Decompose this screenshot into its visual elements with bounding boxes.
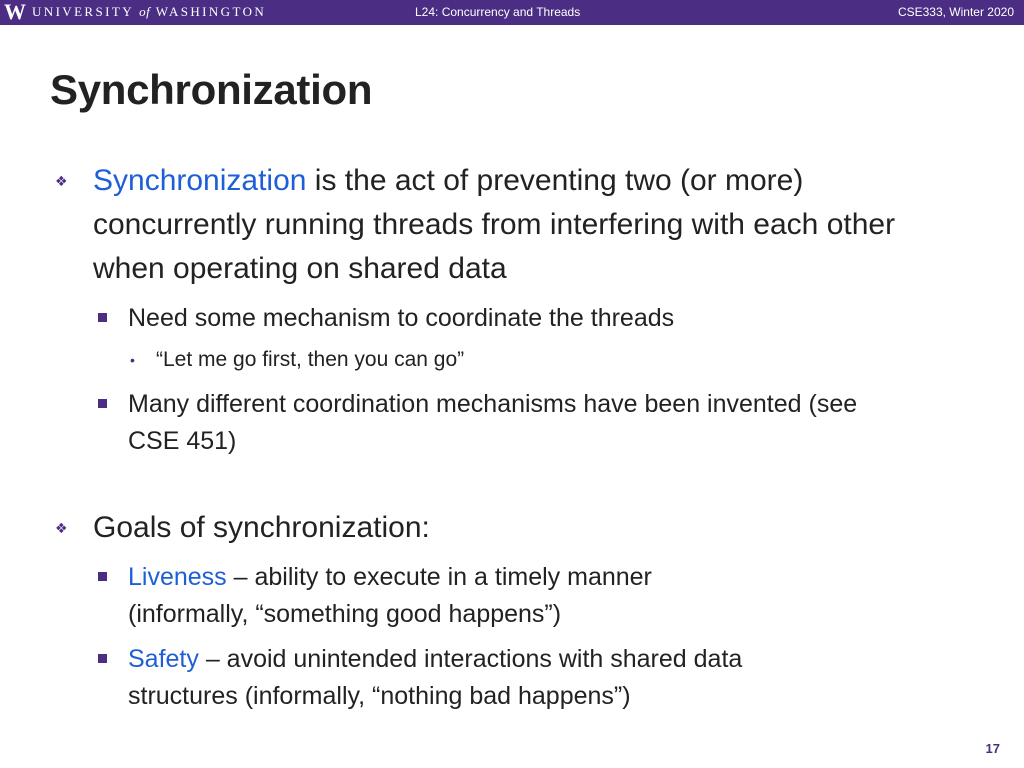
term-liveness: Liveness	[128, 563, 227, 591]
sub-sub-bullet-quote	[130, 345, 910, 375]
sub-bullet-text	[128, 641, 838, 715]
sub-bullet-safety	[98, 641, 838, 715]
term-safety: Safety	[128, 645, 199, 673]
uw-w-logo-icon: W	[4, 0, 26, 24]
sub-bullet-coordinate	[98, 300, 928, 337]
sub-bullet-text: Need some mechanism to coordinate the threads	[128, 304, 675, 332]
bullet-text	[93, 159, 935, 291]
bullet-goals	[55, 506, 935, 550]
sub-sub-bullet-text: “Let me go first, then you can go”	[156, 348, 465, 371]
bullet-text: Goals of synchronization:	[93, 511, 430, 544]
wordmark-of: of	[139, 4, 151, 19]
dot-bullet-icon: •	[130, 352, 135, 368]
sub-bullet-mechanisms	[98, 386, 898, 460]
term-synchronization: Synchronization	[93, 164, 307, 197]
liveness-text: – ability to execute in a timely manner	[226, 563, 652, 591]
slide-title: Synchronization	[50, 66, 373, 113]
safety-text: – avoid unintended interactions with shared data structures (informally, “nothing bad happens”)	[128, 645, 743, 710]
square-bullet-icon	[98, 572, 107, 581]
wordmark-university: UNIVERSITY	[32, 4, 134, 19]
square-bullet-icon	[98, 313, 107, 322]
lecture-title: L24: Concurrency and Threads	[415, 5, 581, 19]
header-bar	[0, 0, 1024, 25]
square-bullet-icon	[98, 399, 107, 408]
university-wordmark	[32, 1, 266, 23]
uw-logo	[4, 1, 266, 23]
definition-text: is the act of preventing two (or more) concurrently running threads from interfering with each other when operating on shared data	[93, 164, 896, 285]
page-number: 17	[985, 741, 1000, 756]
sub-bullet-text: Many different coordination mechanisms have been invented (see CSE 451)	[128, 390, 858, 455]
diamond-bullet-icon: ❖	[55, 173, 68, 189]
diamond-bullet-icon: ❖	[55, 520, 68, 536]
course-label: CSE333, Winter 2020	[897, 5, 1014, 19]
square-bullet-icon	[98, 654, 107, 663]
bullet-synchronization-definition	[55, 159, 935, 291]
wordmark-washington: WASHINGTON	[155, 4, 267, 19]
sub-bullet-liveness	[98, 559, 928, 633]
sub-bullet-text	[128, 559, 928, 633]
liveness-informal: (informally, “something good happens”)	[128, 600, 562, 628]
